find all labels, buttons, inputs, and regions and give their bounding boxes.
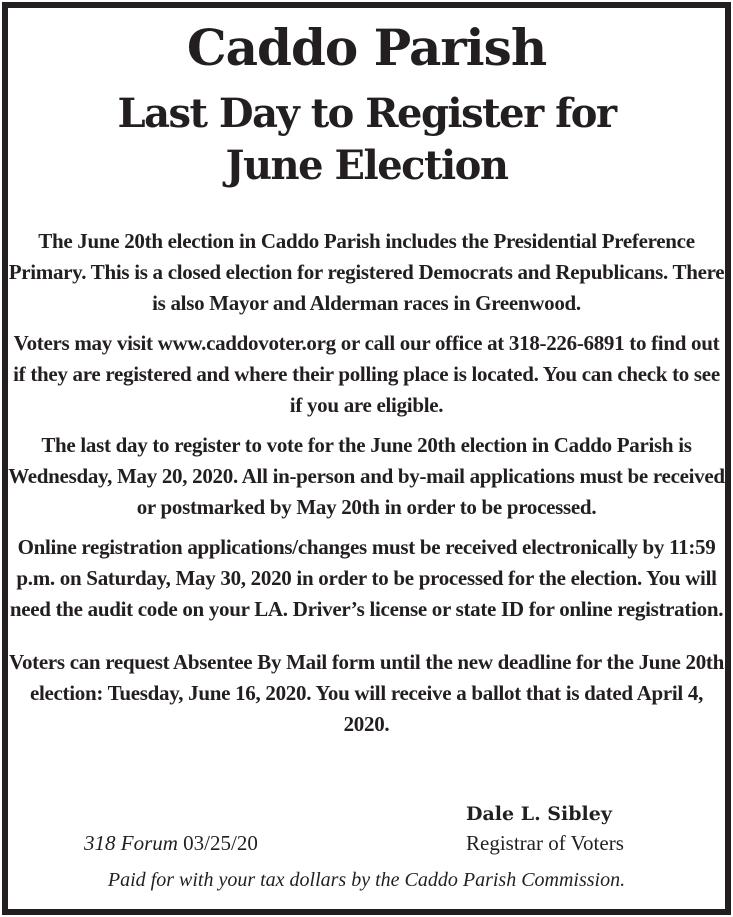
publication-credit: [84, 831, 258, 856]
ad-body: [8, 226, 725, 749]
paragraph-primary: The June 20th election in Caddo Parish includes the Presidential Preference Primary. This is a closed election for registered Democrats and Republicans. There is also Mayor and Alderman races in Greenwood.: [8, 229, 725, 315]
publication-date: 03/25/20: [183, 831, 258, 855]
subtitle-line-1: Last Day to Register for: [117, 90, 616, 137]
paid-notice: Paid for with your tax dollars by the Caddo Parish Commission.: [107, 869, 626, 891]
paragraph-online: Online registration applications/changes must be received electronically by 11:59 p.m. on Saturday, May 30, 2020 in order to be processed for the election. You will need the audit code on your LA. Driver’s license or state ID for online registration.: [9, 535, 724, 621]
subtitle-line-2: June Election: [225, 142, 508, 189]
ad-subtitle: [0, 88, 733, 192]
signature-title: Registrar of Voters: [466, 831, 624, 855]
signature-name: Dale L. Sibley: [466, 803, 612, 825]
paragraph-contact: Voters may visit www.caddovoter.org or call our office at 318-226-6891 to find out if they are registered and where their polling place is located. You can check to see if you are eligible.: [13, 331, 720, 417]
paragraph-absentee: Voters can request Absentee By Mail form until the new deadline for the June 20th election: Tuesday, June 16, 2020. You will receive a ballot that is dated April 4, 2020.: [9, 650, 724, 736]
ad-title: Caddo Parish: [186, 18, 547, 77]
paragraph-deadline: The last day to register to vote for the June 20th election in Caddo Parish is Wednesday, May 20, 2020. All in-person and by-mail applications must be received or postmarked by May 20th in order to be processed.: [8, 433, 725, 519]
publication-name: 318 Forum: [84, 831, 178, 855]
